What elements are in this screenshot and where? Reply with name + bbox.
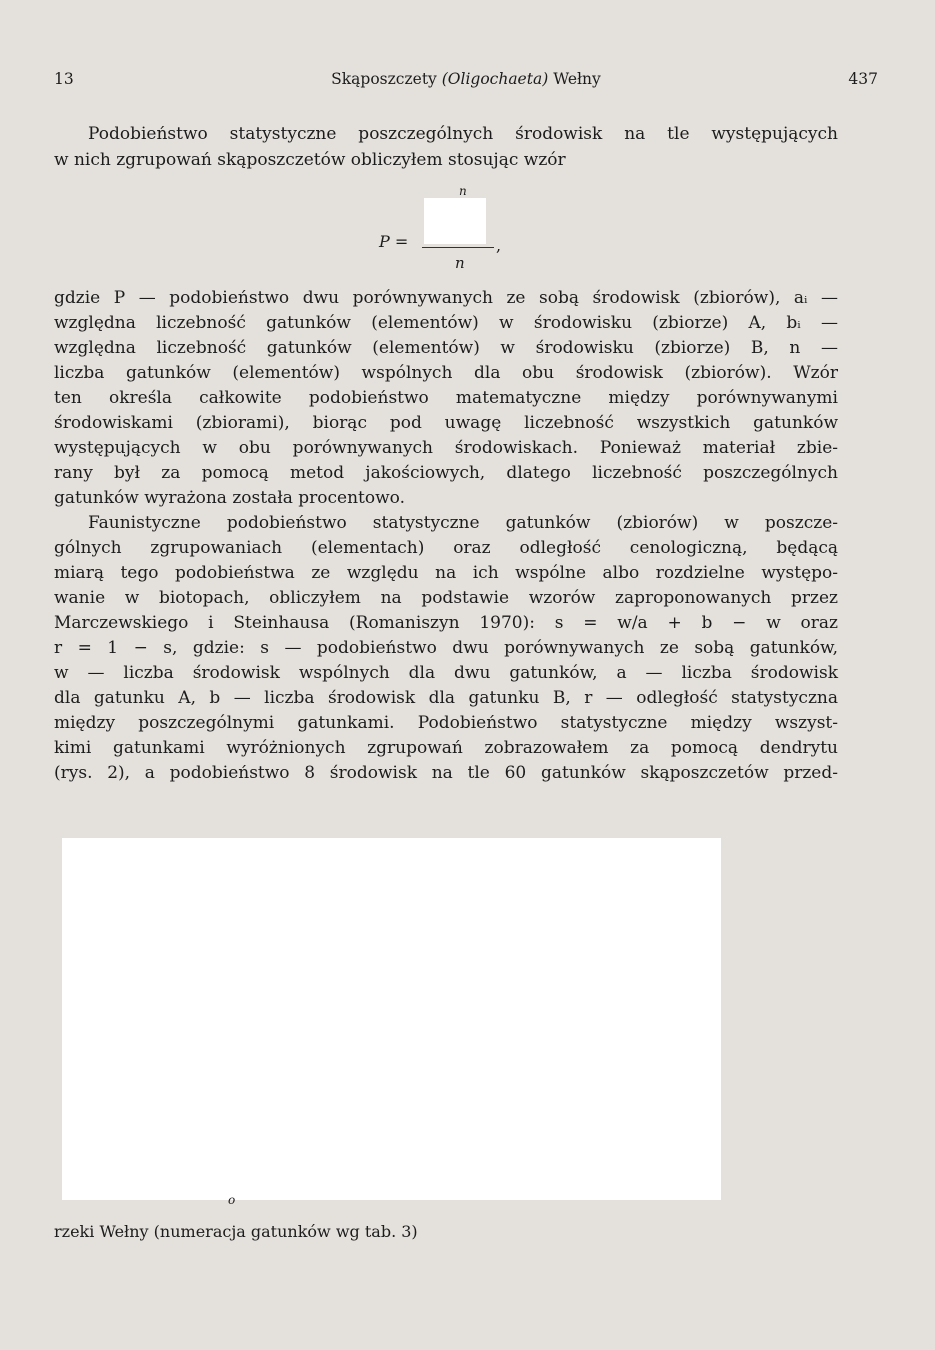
para2-line-10: kimi gatunkami wyróżnionych zgrupowań zobrazowałem za pomocą dendrytu — [54, 738, 838, 758]
page-number: 437 — [848, 70, 878, 88]
running-title-tail: Wełny — [548, 70, 601, 88]
running-title-main: Skąposzczety — [331, 70, 442, 88]
para2-line-2: gólnych zgrupowaniach (elementach) oraz odległość cenologiczną, będącą — [54, 538, 838, 558]
figure-caption: rzeki Wełny (numeracja gatunków wg tab. 3) — [54, 1222, 418, 1241]
para1-line-6: środowiskami (zbiorami), biorąc pod uwagę liczebność wszystkich gatunków — [54, 413, 838, 433]
running-header — [54, 70, 878, 100]
para1-line-1: gdzie P — podobieństwo dwu porównywanych ze sobą środowisk (zbiorów), aᵢ — — [54, 288, 838, 308]
para2-line-11: (rys. 2), a podobieństwo 8 środowisk na tle 60 gatunków skąposzczetów przed- — [54, 763, 838, 783]
running-title — [54, 70, 878, 88]
formula-redacted-box — [424, 198, 486, 244]
intro-line-2: w nich zgrupowań skąposzczetów obliczyłem stosując wzór — [54, 150, 566, 170]
formula-denominator: n — [455, 254, 465, 272]
running-title-latin: (Oligochaeta) — [441, 70, 549, 88]
para1-line-3: względna liczebność gatunków (elementów) w środowisku (zbiorze) B, n — — [54, 338, 838, 358]
similarity-formula — [360, 180, 560, 280]
para1-line-9: gatunków wyrażona została procentowo. — [54, 488, 405, 508]
chapter-number: 13 — [54, 70, 74, 88]
para2-line-5: Marczewskiego i Steinhausa (Romaniszyn 1970): s = w/a + b − w oraz — [54, 613, 838, 633]
para2-line-4: wanie w biotopach, obliczyłem na podstawie wzorów zaproponowanych przez — [54, 588, 838, 608]
formula-upper-limit: n — [459, 184, 467, 198]
para2-line-9: między poszczególnymi gatunkami. Podobieństwo statystyczne między wszyst- — [54, 713, 838, 733]
para1-line-7: występujących w obu porównywanych środowiskach. Ponieważ materiał zbie- — [54, 438, 838, 458]
para2-line-7: w — liczba środowisk wspólnych dla dwu gatunków, a — liczba środowisk — [54, 663, 838, 683]
fraction-line — [422, 247, 494, 248]
figure-marker: o — [228, 1193, 236, 1207]
para2-line-6: r = 1 − s, gdzie: s — podobieństwo dwu porównywanych ze sobą gatunków, — [54, 638, 838, 658]
para2-line-1: Faunistyczne podobieństwo statystyczne gatunków (zbiorów) w poszcze- — [88, 513, 838, 533]
para2-line-3: miarą tego podobieństwa ze względu na ich wspólne albo rozdzielne występo- — [54, 563, 838, 583]
para1-line-5: ten określa całkowite podobieństwo matematyczne między porównywanymi — [54, 388, 838, 408]
intro-line-1: Podobieństwo statystyczne poszczególnych środowisk na tle występujących — [88, 124, 838, 144]
para1-line-8: rany był za pomocą metod jakościowych, dlatego liczebność poszczególnych — [54, 463, 838, 483]
figure-redacted — [62, 838, 721, 1200]
para2-line-8: dla gatunku A, b — liczba środowisk dla gatunku B, r — odległość statystyczna — [54, 688, 838, 708]
formula-comma: , — [496, 236, 502, 255]
formula-lhs: P = — [379, 232, 409, 251]
para1-line-2: względna liczebność gatunków (elementów) w środowisku (zbiorze) A, bᵢ — — [54, 313, 838, 333]
para1-line-4: liczba gatunków (elementów) wspólnych dla obu środowisk (zbiorów). Wzór — [54, 363, 838, 383]
